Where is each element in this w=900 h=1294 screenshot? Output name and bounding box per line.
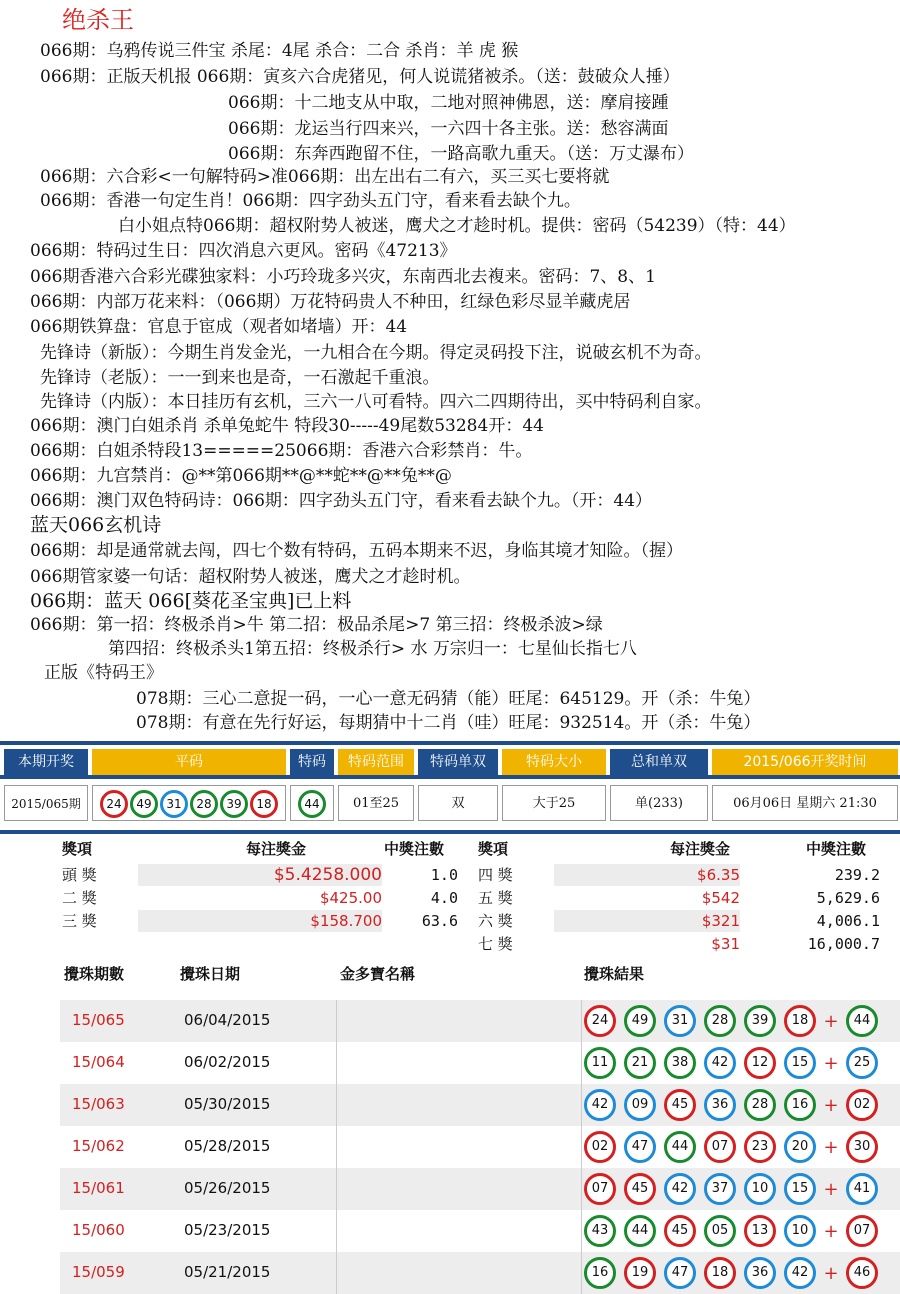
- special-ball: 44: [846, 1005, 878, 1037]
- ball: 09: [624, 1089, 656, 1121]
- table-row: [60, 1210, 900, 1252]
- ball: 28: [744, 1089, 776, 1121]
- table-row: [60, 1252, 900, 1294]
- text-line: 078期：有意在先行好运，每期猜中十二肖（哇）旺尾：932514。开（杀：牛兔）: [136, 713, 761, 733]
- ball: 20: [784, 1131, 816, 1163]
- header-special-number: 特码: [290, 749, 334, 775]
- text-line: 白小姐点特066期：超权附势人被迷，鹰犬之才趁时机。提供：密码（54239）（特：44）: [118, 216, 796, 236]
- ball: 49: [624, 1005, 656, 1037]
- plus-icon: +: [823, 1178, 839, 1200]
- ball: 18: [704, 1257, 736, 1289]
- ball: 16: [784, 1089, 816, 1121]
- divider: [0, 775, 900, 779]
- prize-count: 63.6: [421, 912, 458, 930]
- text-line: 066期：却是通常就去闯，四七个数有特码，五码本期来不迟，身临其境才知险。（握）: [30, 541, 683, 561]
- text-line: 066期香港六合彩光碟独家料：小巧玲珑多兴灾，东南西北去複来。密码：7、8、1: [30, 267, 656, 287]
- prize-count: 239.2: [834, 866, 880, 884]
- prize-header-item: 獎項: [62, 840, 93, 858]
- prize-amount: $542: [701, 889, 740, 907]
- ball: 28: [704, 1005, 736, 1037]
- ball: 37: [704, 1173, 736, 1205]
- ball: 13: [744, 1215, 776, 1247]
- prize-count: 16,000.7: [807, 935, 880, 953]
- draw-results-table: [0, 741, 900, 834]
- prize-count: 1.0: [430, 866, 458, 884]
- special-ball: 44: [298, 790, 326, 818]
- page-title: 绝杀王: [62, 6, 134, 34]
- prize-name: 四 獎: [478, 866, 513, 884]
- prize-name: 六 獎: [478, 912, 513, 930]
- ball: 05: [704, 1215, 736, 1247]
- name-cell: [336, 1210, 582, 1252]
- text-line: 066期：香港一句定生肖！066期：四字劲头五门守，看来看去缺个九。: [40, 191, 581, 211]
- draw-period: 2015/065期: [4, 785, 88, 821]
- draw-result: [580, 1047, 882, 1079]
- prize-amount: $5.4258.000: [138, 864, 382, 886]
- prize-count: 5,629.6: [816, 889, 880, 907]
- draw-result: [580, 1173, 882, 1205]
- header-special-range: 特码范围: [338, 749, 414, 775]
- sum-odd-even: 单(233): [610, 785, 708, 821]
- ball: 21: [624, 1047, 656, 1079]
- draw-date: 06/04/2015: [184, 1011, 271, 1029]
- draw-number: 15/063: [72, 1095, 125, 1113]
- text-line: 066期：澳门双色特码诗：066期：四字劲头五门守，看来看去缺个九。（开：44）: [30, 491, 653, 511]
- text-line: 066期：正版天机报 066期：寅亥六合虎猪见，何人说谎猪被杀。（送：鼓破众人捶）: [40, 67, 680, 87]
- ball: 16: [584, 1257, 616, 1289]
- draw-number: 15/062: [72, 1137, 125, 1155]
- normal-numbers: [92, 785, 286, 821]
- prize-row: [478, 864, 884, 886]
- text-line: 正版《特码王》: [44, 663, 163, 683]
- ball: 42: [664, 1173, 696, 1205]
- name-cell: [336, 1000, 582, 1042]
- special-ball: 02: [846, 1089, 878, 1121]
- text-line: 先锋诗（新版）：今期生肖发金光，一九相合在今期。得定灵码投下注，说破玄机不为奇。: [40, 343, 712, 363]
- draw-date: 05/26/2015: [184, 1179, 271, 1197]
- history-header-period: 攪珠期數: [64, 965, 125, 983]
- text-line: 066期：十二地支从中取，二地对照神佛恩，送：摩肩接踵: [228, 93, 669, 113]
- ball: 45: [664, 1215, 696, 1247]
- prize-amount: $6.35: [554, 864, 740, 886]
- name-cell: [336, 1126, 582, 1168]
- ball: 19: [624, 1257, 656, 1289]
- history-header-name: 金多寶名稱: [340, 965, 416, 983]
- draw-result: [580, 1257, 882, 1289]
- prize-count: 4,006.1: [816, 912, 880, 930]
- ball: 42: [784, 1257, 816, 1289]
- plus-icon: +: [823, 1094, 839, 1116]
- ball: 12: [744, 1047, 776, 1079]
- header-next-draw-time: 2015/066开奖时间: [712, 749, 898, 775]
- special-range: 01至25: [338, 785, 414, 821]
- ball: 15: [784, 1047, 816, 1079]
- table-row: [60, 1084, 900, 1126]
- ball: 02: [584, 1131, 616, 1163]
- prize-row: [478, 910, 884, 932]
- draw-number: 15/065: [72, 1011, 125, 1029]
- prize-name: 頭 獎: [62, 866, 97, 884]
- ball: 36: [704, 1089, 736, 1121]
- ball: 42: [584, 1089, 616, 1121]
- special-ball: 07: [846, 1215, 878, 1247]
- plus-icon: +: [823, 1220, 839, 1242]
- special-ball: 46: [846, 1257, 878, 1289]
- text-line: 066期：九宫禁肖：@**第066期**@**蛇**@**兔**@: [30, 466, 452, 486]
- ball: 45: [624, 1173, 656, 1205]
- prize-name: 五 獎: [478, 889, 513, 907]
- ball: 45: [664, 1089, 696, 1121]
- text-line: 066期：龙运当行四来兴，一六四十各主张。送：愁容满面: [228, 119, 669, 139]
- name-cell: [336, 1168, 582, 1210]
- prize-amount: $31: [711, 935, 740, 953]
- text-line: 第四招：终极杀头1第五招：终极杀行> 水 万宗归一：七星仙长指七八: [108, 639, 637, 659]
- ball: 10: [784, 1215, 816, 1247]
- ball: 07: [584, 1173, 616, 1205]
- ball: 31: [160, 790, 188, 818]
- draw-number: 15/059: [72, 1263, 125, 1281]
- history-header-date: 攪珠日期: [180, 965, 241, 983]
- table-row: [60, 1126, 900, 1168]
- ball: 36: [744, 1257, 776, 1289]
- ball: 18: [250, 790, 278, 818]
- text-line: 066期铁算盘：官息于宦成（观者如堵墙）开：44: [30, 317, 408, 337]
- draw-number: 15/060: [72, 1221, 125, 1239]
- ball: 07: [704, 1131, 736, 1163]
- next-draw-time: 06月06日 星期六 21:30: [712, 785, 898, 821]
- plus-icon: +: [823, 1010, 839, 1032]
- prize-header-amount: 每注獎金: [246, 840, 307, 858]
- draw-date: 05/28/2015: [184, 1137, 271, 1155]
- text-line: 066期管家婆一句话：超权附势人被迷，鹰犬之才趁时机。: [30, 567, 471, 587]
- prize-row: [62, 910, 462, 932]
- prize-amount: $321: [554, 910, 740, 932]
- ball: 18: [784, 1005, 816, 1037]
- prize-name: 三 獎: [62, 912, 97, 930]
- ball: 38: [664, 1047, 696, 1079]
- ball: 42: [704, 1047, 736, 1079]
- text-line: 先锋诗（老版）：一一到来也是奇，一石激起千重浪。: [40, 368, 440, 388]
- section-heading: 蓝天066玄机诗: [30, 514, 162, 536]
- plus-icon: +: [823, 1136, 839, 1158]
- text-line: 066期：乌鸦传说三件宝 杀尾：4尾 杀合：二合 杀肖：羊 虎 猴: [40, 41, 519, 61]
- draw-result: [580, 1005, 882, 1037]
- draw-number: 15/061: [72, 1179, 125, 1197]
- prize-header-amount: 每注獎金: [670, 840, 731, 858]
- history-header-result: 攪珠結果: [584, 965, 645, 983]
- special-odd-even: 双: [418, 785, 498, 821]
- prize-count: 4.0: [430, 889, 458, 907]
- draw-number: 15/064: [72, 1053, 125, 1071]
- name-cell: [336, 1042, 582, 1084]
- draw-result: [580, 1089, 882, 1121]
- ball: 39: [220, 790, 248, 818]
- text-line: 066期：内部万花来料：（066期）万花特码贵人不种田，红绿色彩尽显羊藏虎居: [30, 292, 631, 312]
- header-normal-numbers: 平码: [92, 749, 286, 775]
- header-special-big-small: 特码大小: [502, 749, 606, 775]
- ball: 39: [744, 1005, 776, 1037]
- prize-row: [478, 887, 884, 909]
- text-line: 066期：第一招：终极杀肖>牛 第二招：极品杀尾>7 第三招：终极杀波>绿: [30, 615, 603, 635]
- prize-row: [62, 887, 462, 909]
- text-line: 066期：特码过生日：四次消息六更风。密码《47213》: [30, 241, 457, 261]
- special-ball: 41: [846, 1173, 878, 1205]
- table-row: [60, 1168, 900, 1210]
- special-ball: 25: [846, 1047, 878, 1079]
- prize-row: [478, 933, 884, 955]
- draw-date: 05/30/2015: [184, 1095, 271, 1113]
- text-line: 066期：蓝天 066[葵花圣宝典]已上料: [30, 590, 352, 612]
- special-ball: 30: [846, 1131, 878, 1163]
- prize-amount: $425.00: [319, 889, 382, 907]
- text-line: 066期：澳门白姐杀肖 杀单兔蛇牛 特段30-----49尾数53284开：44: [30, 416, 544, 436]
- draw-date: 06/02/2015: [184, 1053, 271, 1071]
- text-line: 先锋诗（内版）：本日挂历有玄机，三六一八可看特。四六二四期待出，买中特码利自家。: [40, 392, 712, 412]
- plus-icon: +: [823, 1262, 839, 1284]
- draw-date: 05/23/2015: [184, 1221, 271, 1239]
- ball: 44: [664, 1131, 696, 1163]
- ball: 15: [784, 1173, 816, 1205]
- ball: 43: [584, 1215, 616, 1247]
- ball: 31: [664, 1005, 696, 1037]
- name-cell: [336, 1084, 582, 1126]
- table-row: [60, 1000, 900, 1042]
- ball: 49: [130, 790, 158, 818]
- header-current-draw: 本期开奖: [4, 749, 88, 775]
- text-line: 066期：六合彩<一句解特码>准066期：出左出右二有六，买三买七要将就: [40, 167, 610, 187]
- prize-name: 七 獎: [478, 935, 513, 953]
- text-line: 066期：白姐杀特段13=====25066期：香港六合彩禁肖：牛。: [30, 441, 533, 461]
- table-row: [60, 1042, 900, 1084]
- ball: 23: [744, 1131, 776, 1163]
- plus-icon: +: [823, 1052, 839, 1074]
- ball: 47: [624, 1131, 656, 1163]
- ball: 24: [100, 790, 128, 818]
- ball: 44: [624, 1215, 656, 1247]
- ball: 24: [584, 1005, 616, 1037]
- ball: 47: [664, 1257, 696, 1289]
- ball: 11: [584, 1047, 616, 1079]
- header-sum-odd-even: 总和单双: [610, 749, 708, 775]
- ball: 10: [744, 1173, 776, 1205]
- prize-row: [62, 864, 462, 886]
- text-line: 078期：三心二意捉一码，一心一意无码猜（能）旺尾：645129。开（杀：牛兔）: [136, 689, 761, 709]
- text-line: 066期：东奔西跑留不住，一路高歌九重天。（送：万丈瀑布）: [228, 144, 694, 164]
- special-number: [290, 785, 334, 821]
- special-big-small: 大于25: [502, 785, 606, 821]
- name-cell: [336, 1252, 582, 1294]
- prize-name: 二 獎: [62, 889, 97, 907]
- header-special-odd-even: 特码单双: [418, 749, 498, 775]
- prize-header-item: 獎項: [478, 840, 509, 858]
- draw-date: 05/21/2015: [184, 1263, 271, 1281]
- prize-header-count: 中獎注數: [806, 840, 867, 858]
- prize-amount: $158.700: [138, 910, 382, 932]
- draw-result: [580, 1131, 882, 1163]
- ball: 28: [190, 790, 218, 818]
- prize-header-count: 中獎注數: [384, 840, 445, 858]
- draw-result: [580, 1215, 882, 1247]
